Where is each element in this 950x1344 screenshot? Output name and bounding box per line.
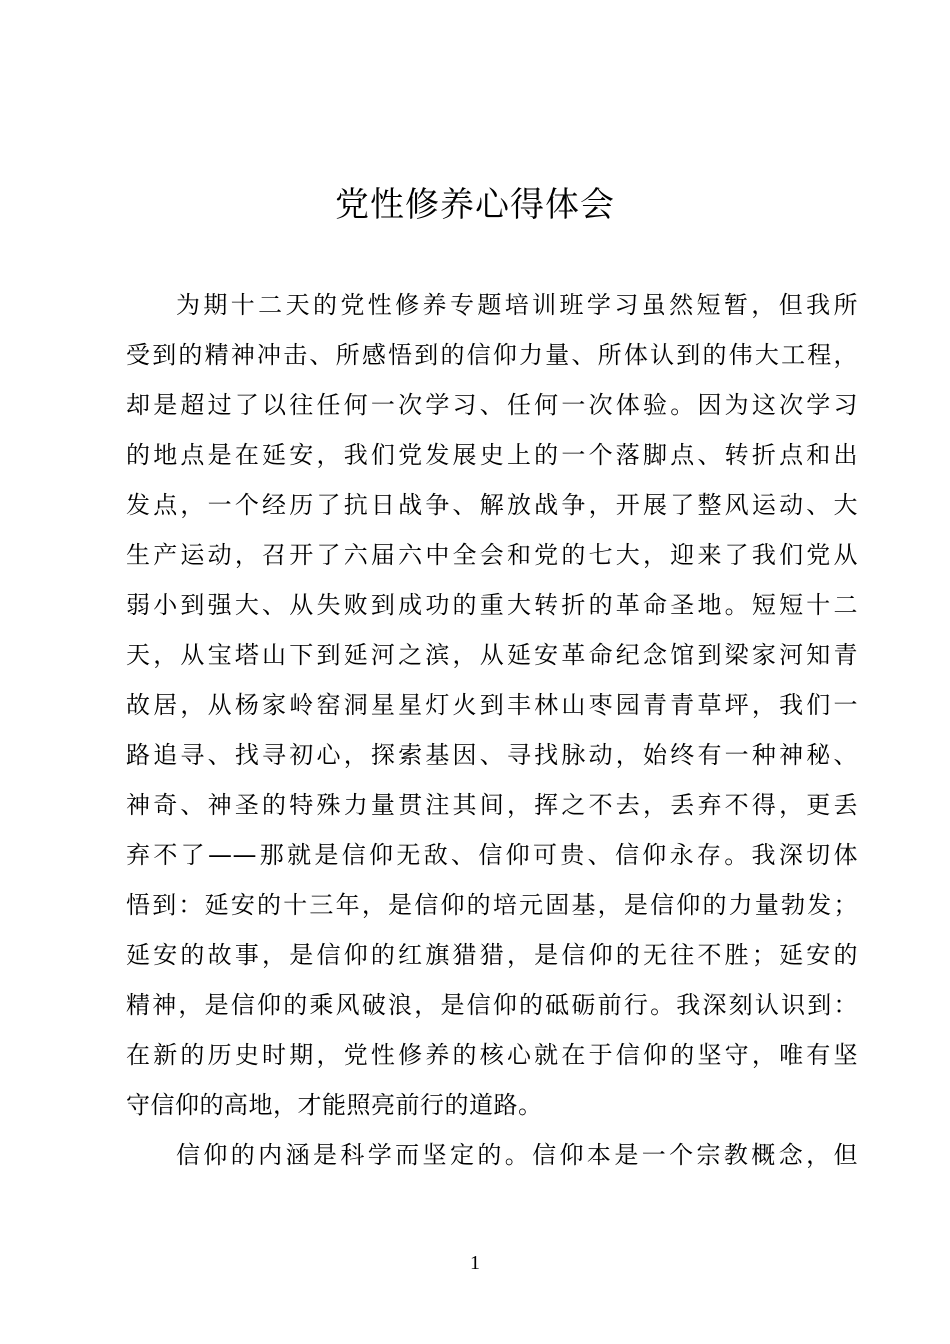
document-title: 党性修养心得体会 [335,185,615,225]
text-line: 延安的故事，是信仰的红旗猎猎，是信仰的无往不胜；延安的 [126,941,858,969]
text-line: 路追寻、找寻初心，探索基因、寻找脉动，始终有一种神秘、 [126,741,858,769]
page-number: 1 [470,1252,480,1274]
text-line: 却是超过了以往任何一次学习、任何一次体验。因为这次学习 [126,391,858,419]
text-line: 的地点是在延安，我们党发展史上的一个落脚点、转折点和出 [126,441,858,469]
paragraph-1 [126,280,858,1130]
text-line: 天，从宝塔山下到延河之滨，从延安革命纪念馆到梁家河知青 [126,641,858,669]
text-line: 神奇、神圣的特殊力量贯注其间，挥之不去，丢弃不得，更丢 [126,791,858,819]
document-body [126,280,858,1180]
text-line: 在新的历史时期，党性修养的核心就在于信仰的坚守，唯有坚 [126,1041,858,1069]
text-line: 精神，是信仰的乘风破浪，是信仰的砥砺前行。我深刻认识到： [126,991,858,1019]
text-line: 弃不了——那就是信仰无敌、信仰可贵、信仰永存。我深切体 [126,841,858,869]
text-line: 受到的精神冲击、所感悟到的信仰力量、所体认到的伟大工程， [126,341,858,369]
paragraph-2 [126,1130,858,1180]
text-line: 弱小到强大、从失败到成功的重大转折的革命圣地。短短十二 [126,591,858,619]
text-line: 悟到：延安的十三年，是信仰的培元固基，是信仰的力量勃发； [126,891,858,919]
text-line: 信仰的内涵是科学而坚定的。信仰本是一个宗教概念，但 [176,1141,858,1169]
text-line: 守信仰的高地，才能照亮前行的道路。 [126,1091,543,1119]
text-line: 为期十二天的党性修养专题培训班学习虽然短暂，但我所 [176,291,858,319]
text-line: 生产运动，召开了六届六中全会和党的七大，迎来了我们党从 [126,541,858,569]
text-line: 发点，一个经历了抗日战争、解放战争，开展了整风运动、大 [126,491,858,519]
text-line: 故居，从杨家岭窑洞星星灯火到丰林山枣园青青草坪，我们一 [126,691,858,719]
